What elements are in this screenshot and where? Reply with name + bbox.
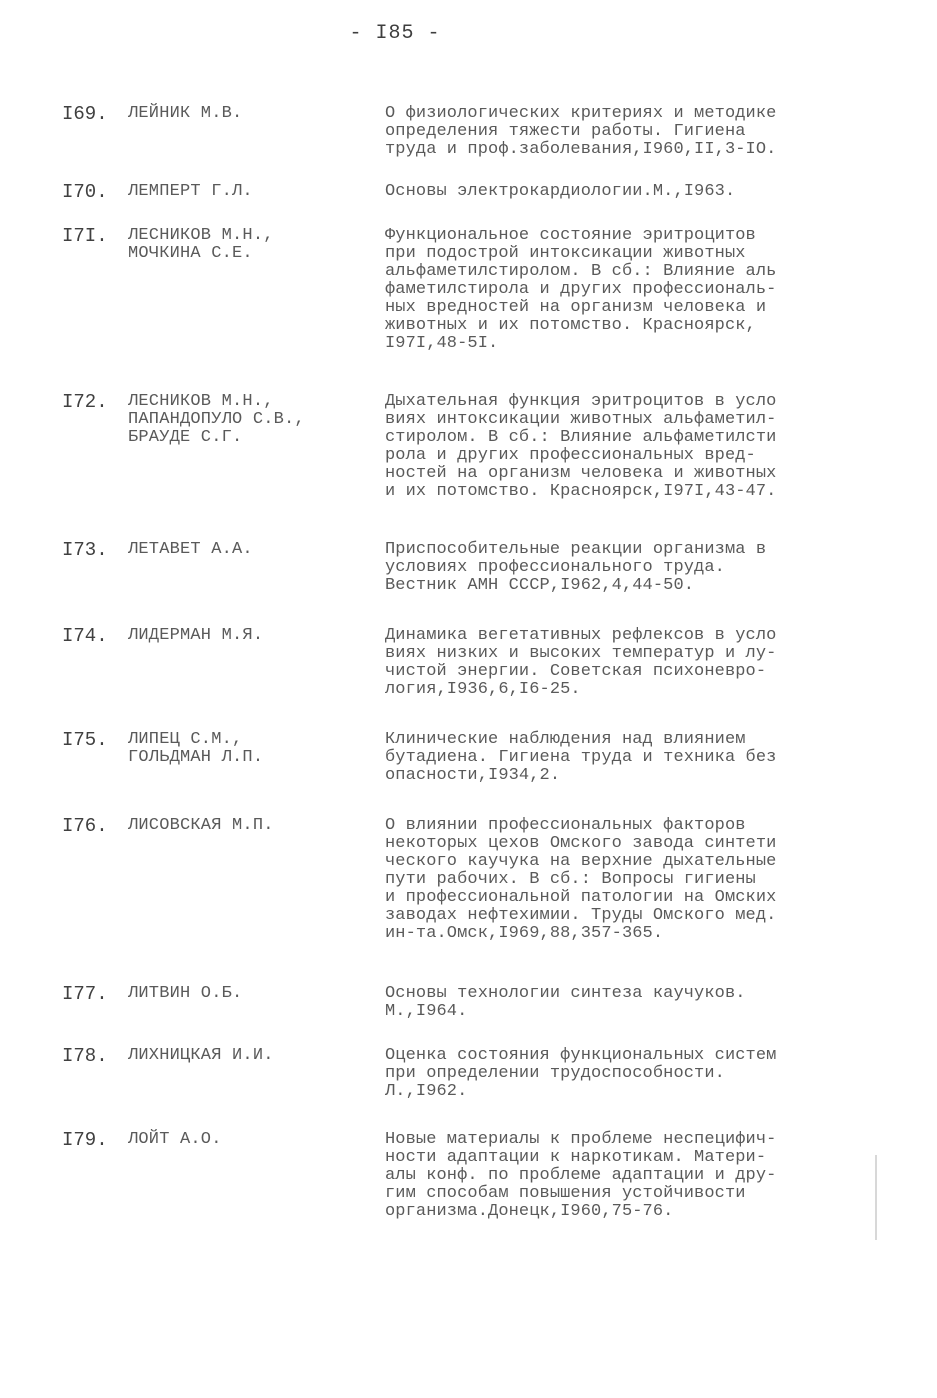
entry-authors (128, 627, 263, 645)
entry-citation (385, 227, 877, 353)
entry-authors (128, 227, 274, 263)
entry-citation (385, 627, 877, 699)
entry-citation (385, 541, 877, 595)
entry-citation (385, 985, 877, 1021)
citation-line: ности адаптации к наркотикам. Матери- (385, 1148, 767, 1167)
citation-line: логия,I936,6,I6-25. (385, 680, 581, 699)
citation-line: виях низких и высоких температур и лу- (385, 644, 777, 663)
author-line: ЛИСОВСКАЯ М.П. (128, 816, 274, 835)
author-line: ПАПАНДОПУЛО С.В., (128, 410, 305, 429)
citation-line: Динамика вегетативных рефлексов в усло (385, 626, 777, 645)
author-line: ЛЕСНИКОВ М.Н., (128, 392, 274, 411)
entry-authors (128, 731, 263, 767)
citation-line: некоторых цехов Омского завода синтети (385, 834, 777, 853)
author-line: ЛЕЙНИК М.В. (128, 104, 243, 123)
citation-line: О влиянии профессиональных факторов (385, 816, 746, 835)
citation-line: Новые материалы к проблеме неспецифич- (385, 1130, 777, 1149)
entry-authors (128, 541, 253, 559)
entry-citation (385, 817, 877, 943)
entry-authors (128, 1131, 222, 1149)
citation-line: I97I,48-5I. (385, 334, 499, 353)
citation-line: бутадиена. Гигиена труда и техника без (385, 748, 777, 767)
author-line: ЛОЙТ А.О. (128, 1130, 222, 1149)
author-line: ЛЕСНИКОВ М.Н., (128, 226, 274, 245)
entry-authors (128, 1047, 274, 1065)
citation-line: алы конф. по проблеме адаптации и дру- (385, 1166, 777, 1185)
entry-number: I69. (62, 103, 108, 125)
citation-line: Оценка состояния функциональных систем (385, 1046, 777, 1065)
citation-line: при определении трудоспособности. (385, 1064, 725, 1083)
entry-number: I7I. (62, 225, 108, 247)
entry-authors (128, 105, 242, 123)
citation-line: М.,I964. (385, 1002, 468, 1021)
entry-citation (385, 393, 877, 501)
citation-line: О физиологических критериях и методике (385, 104, 777, 123)
author-line: МОЧКИНА С.Е. (128, 244, 253, 263)
entry-number: I79. (62, 1129, 108, 1151)
citation-line: животных и их потомство. Красноярск, (385, 316, 756, 335)
citation-line: ческого каучука на верхние дыхательные (385, 852, 777, 871)
entry-number: I73. (62, 539, 108, 561)
citation-line: Вестник АМН СССР,I962,4,44-50. (385, 576, 695, 595)
entry-number: I78. (62, 1045, 108, 1067)
scan-margin-line (875, 1155, 877, 1240)
author-line: ЛИТВИН О.Б. (128, 984, 243, 1003)
citation-line: фаметилстирола и других профессиональ- (385, 280, 777, 299)
citation-line: ностей на организм человека и животных (385, 464, 777, 483)
entry-citation (385, 731, 877, 785)
citation-line: Дыхательная функция эритроцитов в усло (385, 392, 777, 411)
entry-number: I76. (62, 815, 108, 837)
citation-line: гим способам повышения устойчивости (385, 1184, 746, 1203)
citation-line: Приспособительные реакции организма в (385, 540, 767, 559)
citation-line: и профессиональной патологии на Омских (385, 888, 777, 907)
citation-line: ин-та.Омск,I969,88,357-365. (385, 924, 664, 943)
entry-citation (385, 1047, 877, 1101)
entry-number: I75. (62, 729, 108, 751)
citation-line: альфаметилстиролом. В сб.: Влияние аль (385, 262, 777, 281)
entry-number: I74. (62, 625, 108, 647)
citation-line: виях интоксикации животных альфаметил- (385, 410, 777, 429)
author-line: ЛИХНИЦКАЯ И.И. (128, 1046, 274, 1065)
author-line: ГОЛЬДМАН Л.П. (128, 748, 264, 767)
citation-line: Л.,I962. (385, 1082, 468, 1101)
author-line: БРАУДЕ С.Г. (128, 428, 243, 447)
citation-line: определения тяжести работы. Гигиена (385, 122, 746, 141)
citation-line: ных вредностей на организм человека и (385, 298, 767, 317)
entry-citation (385, 1131, 877, 1221)
citation-line: рола и других профессиональных вред- (385, 446, 756, 465)
entry-authors (128, 817, 274, 835)
citation-line: Клинические наблюдения над влиянием (385, 730, 746, 749)
citation-line: опасности,I934,2. (385, 766, 561, 785)
citation-line: труда и проф.заболевания,I960,II,3-IO. (385, 140, 777, 159)
citation-line: условиях профессионального труда. (385, 558, 725, 577)
entry-number: I70. (62, 181, 108, 203)
citation-line: Основы технологии синтеза каучуков. (385, 984, 746, 1003)
entry-authors (128, 985, 242, 1003)
entry-number: I72. (62, 391, 108, 413)
citation-line: организма.Донецк,I960,75-76. (385, 1202, 674, 1221)
citation-line: Функциональное состояние эритроцитов (385, 226, 756, 245)
entry-authors (128, 393, 305, 447)
citation-line: стиролом. В сб.: Влияние альфаметилсти (385, 428, 777, 447)
citation-line: и их потомство. Красноярск,I97I,43-47. (385, 482, 777, 501)
citation-line: Основы электрокардиологии.М.,I963. (385, 182, 736, 201)
entry-citation (385, 183, 877, 201)
author-line: ЛЕТАВЕТ А.А. (128, 540, 253, 559)
entry-authors (128, 183, 253, 201)
author-line: ЛЕМПЕРТ Г.Л. (128, 182, 253, 201)
citation-line: заводах нефтехимии. Труды Омского мед. (385, 906, 777, 925)
page-number: - I85 - (349, 22, 441, 45)
citation-line: чистой энергии. Советская психоневро- (385, 662, 767, 681)
entry-citation (385, 105, 877, 159)
author-line: ЛИДЕРМАН М.Я. (128, 626, 264, 645)
citation-line: при подострой интоксикации животных (385, 244, 746, 263)
author-line: ЛИПЕЦ С.М., (128, 730, 243, 749)
entry-number: I77. (62, 983, 108, 1005)
citation-line: пути рабочих. В сб.: Вопросы гигиены (385, 870, 756, 889)
